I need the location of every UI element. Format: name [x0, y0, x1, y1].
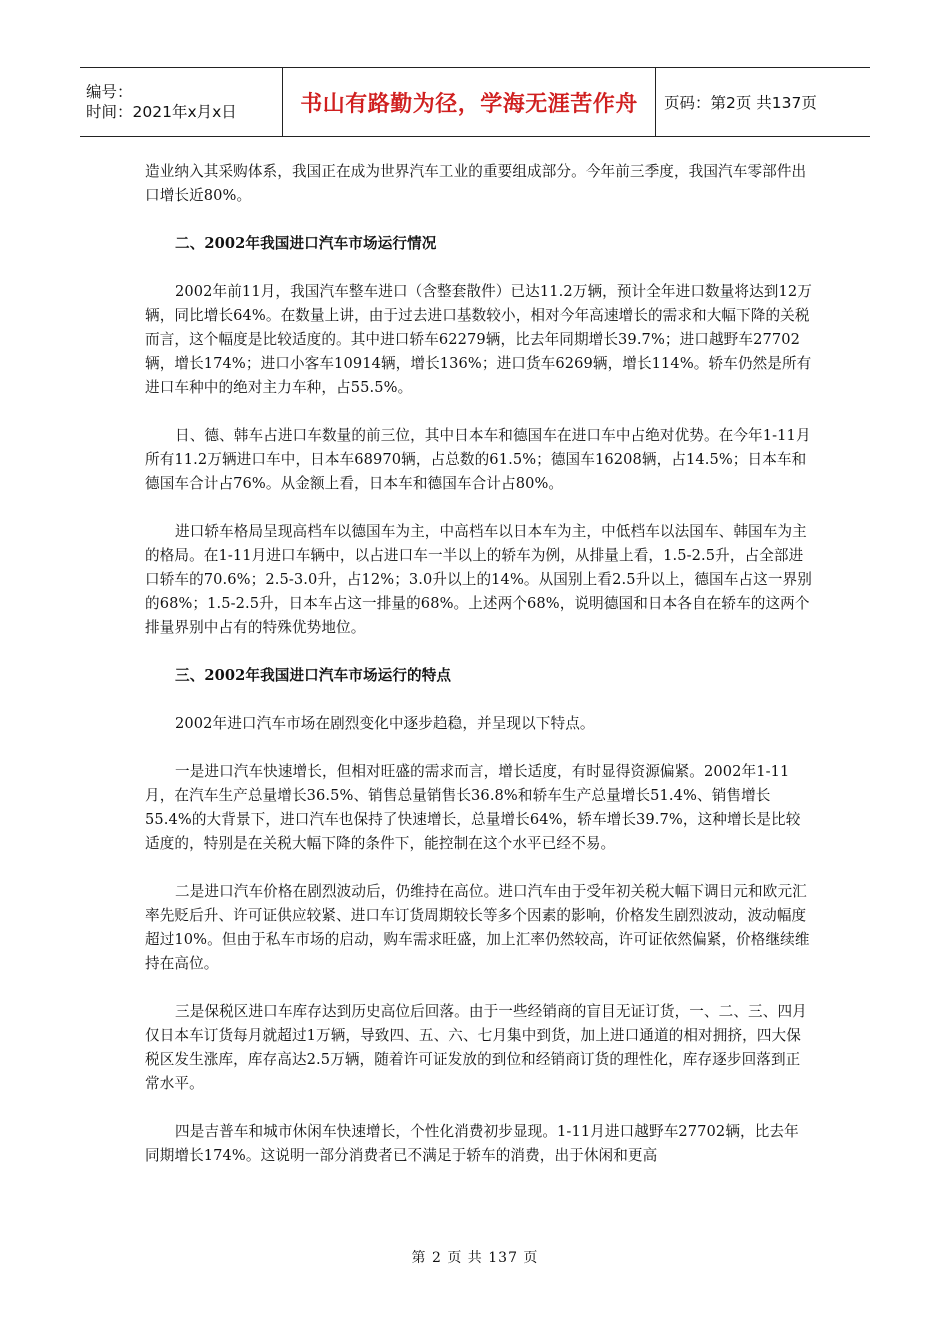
page-header	[80, 67, 870, 137]
paragraph: 2002年进口汽车市场在剧烈变化中逐步趋稳，并呈现以下特点。	[175, 715, 595, 732]
header-page-info: 页码：第2页 共137页	[664, 94, 817, 112]
paragraph: 造业纳入其采购体系，我国正在成为世界汽车工业的重要组成部分。今年前三季度，我国汽车零部件出口增长近80%。	[145, 163, 807, 204]
paragraph: 二是进口汽车价格在剧烈波动后，仍维持在高位。进口汽车由于受年初关税大幅下调日元和欧元汇率先贬后升、许可证供应较紧、进口车订货周期较长等多个因素的影响，价格发生剧烈波动，波动幅度超过10%。但由于私车市场的启动，购车需求旺盛，加上汇率仍然较高，许可证依然偏紧，价格继续维持在高位。	[145, 883, 810, 972]
paragraph: 四是吉普车和城市休闲车快速增长，个性化消费初步显现。1-11月进口越野车27702辆，比去年同期增长174%。这说明一部分消费者已不满足于轿车的消费，出于休闲和更高	[145, 1123, 799, 1164]
paragraph: 日、德、韩车占进口车数量的前三位，其中日本车和德国车在进口车中占绝对优势。在今年1-11月所有11.2万辆进口车中，日本车68970辆，占总数的61.5%；德国车16208辆，占14.5%；日本车和德国车合计占76%。从金额上看，日本车和德国车合计占80%。	[145, 427, 811, 492]
paragraph: 进口轿车格局呈现高档车以德国车为主，中高档车以日本车为主，中低档车以法国车、韩国车为主的格局。在1-11月进口车辆中，以占进口车一半以上的轿车为例，从排量上看，1.5-2.5升，占全部进口轿车的70.6%；2.5-3.0升，占12%；3.0升以上的14%。从国别上看2.5升以上，德国车占这一界别的68%；1.5-2.5升，日本车占这一排量的68%。上述两个68%，说明德国和日本各自在轿车的这两个排量界别中占有的特殊优势地位。	[145, 523, 812, 636]
page-footer: 第 2 页 共 137 页	[411, 1250, 539, 1266]
document-code: 编号：	[86, 83, 133, 101]
header-motto: 书山有路勤为径，学海无涯苦作舟	[282, 68, 656, 136]
paragraph: 三是保税区进口车库存达到历史高位后回落。由于一些经销商的盲目无证订货，一、二、三、四月仅日本车订货每月就超过1万辆，导致四、五、六、七月集中到货，加上进口通道的相对拥挤，四大保税区发生涨库，库存高达2.5万辆，随着许可证发放的到位和经销商订货的理性化，库存逐步回落到正常水平。	[145, 1003, 807, 1092]
document-body	[145, 160, 813, 1168]
section-heading: 二、2002年我国进口汽车市场运行情况	[175, 235, 437, 252]
section-heading: 三、2002年我国进口汽车市场运行的特点	[175, 667, 452, 684]
header-meta	[80, 68, 282, 136]
document-date: 时间：2021年x月x日	[86, 103, 237, 121]
paragraph: 2002年前11月，我国汽车整车进口（含整套散件）已达11.2万辆，预计全年进口数量将达到12万辆，同比增长64%。在数量上讲，由于过去进口基数较小，相对今年高速增长的需求和大幅下降的关税而言，这个幅度是比较适度的。其中进口轿车62279辆，比去年同期增长39.7%；进口越野车27702辆，增长174%；进口小客车10914辆，增长136%；进口货车6269辆，增长114%。轿车仍然是所有进口车种中的绝对主力车种，占55.5%。	[145, 283, 812, 396]
paragraph: 一是进口汽车快速增长，但相对旺盛的需求而言，增长适度，有时显得资源偏紧。2002年1-11月，在汽车生产总量增长36.5%、销售总量销售长36.8%和轿车生产总量增长51.4%、销售增长55.4%的大背景下，进口汽车也保持了快速增长，总量增长64%，轿车增长39.7%，这种增长是比较适度的，特别是在关税大幅下降的条件下，能控制在这个水平已经不易。	[145, 763, 801, 852]
